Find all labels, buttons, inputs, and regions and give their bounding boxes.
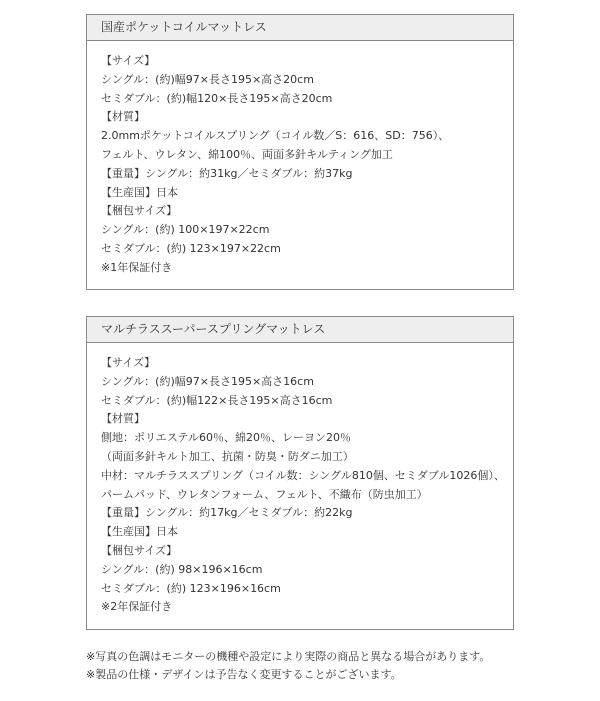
product-title: マルチラススーパースプリングマットレス: [87, 317, 513, 343]
spec-line: 【梱包サイズ】: [101, 204, 178, 218]
spec-line: ※1年保証付き: [101, 260, 173, 274]
spec-line: シングル：(約) 98×196×16cm: [101, 562, 263, 576]
spec-line: 側地：ポリエステル60％、綿20％、レーヨン20％: [101, 431, 351, 445]
spec-line: シングル：(約) 100×197×22cm: [101, 223, 270, 237]
spec-line: シングル：(約)幅97×長さ195×高さ20cm: [101, 72, 314, 86]
spec-line: 【材質】: [101, 110, 145, 124]
spec-line: 【サイズ】: [101, 54, 156, 67]
spec-line: 中材：マルチラススプリング（コイル数：シングル810個、セミダブル1026個）、: [101, 468, 505, 482]
spec-line: セミダブル：(約) 123×197×22cm: [101, 241, 281, 255]
spec-line: セミダブル：(約) 123×196×16cm: [101, 581, 281, 595]
note-line: ※製品の仕様・デザインは予告なく変更することがございます。: [86, 668, 402, 681]
spec-list: [87, 343, 513, 617]
product-title: 国産ポケットコイルマットレス: [87, 15, 513, 41]
spec-line: フェルト、ウレタン、綿100％、両面多針キルティング加工: [101, 147, 393, 161]
disclaimer-notes: [86, 648, 566, 684]
product-spec-box: [86, 14, 514, 290]
spec-line: （両面多針キルト加工、抗菌・防臭・防ダニ加工）: [101, 449, 354, 463]
spec-line: 【生産国】日本: [101, 185, 178, 199]
spec-line: セミダブル：(約)幅122×長さ195×高さ16cm: [101, 393, 333, 407]
spec-line: 【重量】シングル：約31kg／セミダブル：約37kg: [101, 166, 353, 180]
spec-line: 2.0mmポケットコイルスプリング（コイル数／S：616、SD：756）、: [101, 129, 450, 143]
product-spec-box: [86, 316, 514, 630]
spec-line: ※2年保証付き: [101, 600, 173, 614]
spec-line: パームパッド、ウレタンフォーム、フェルト、不織布（防虫加工）: [101, 487, 428, 501]
spec-line: 【生産国】日本: [101, 525, 178, 539]
spec-line: 【梱包サイズ】: [101, 543, 178, 557]
note-line: ※写真の色調はモニターの機種や設定により実際の商品と異なる場合があります。: [86, 650, 491, 663]
spec-line: シングル：(約)幅97×長さ195×高さ16cm: [101, 374, 314, 388]
spec-line: 【材質】: [101, 412, 145, 426]
spec-line: 【重量】シングル：約17kg／セミダブル：約22kg: [101, 506, 353, 520]
spec-line: セミダブル：(約)幅120×長さ195×高さ20cm: [101, 91, 333, 105]
spec-list: [87, 41, 513, 278]
spec-line: 【サイズ】: [101, 356, 156, 369]
